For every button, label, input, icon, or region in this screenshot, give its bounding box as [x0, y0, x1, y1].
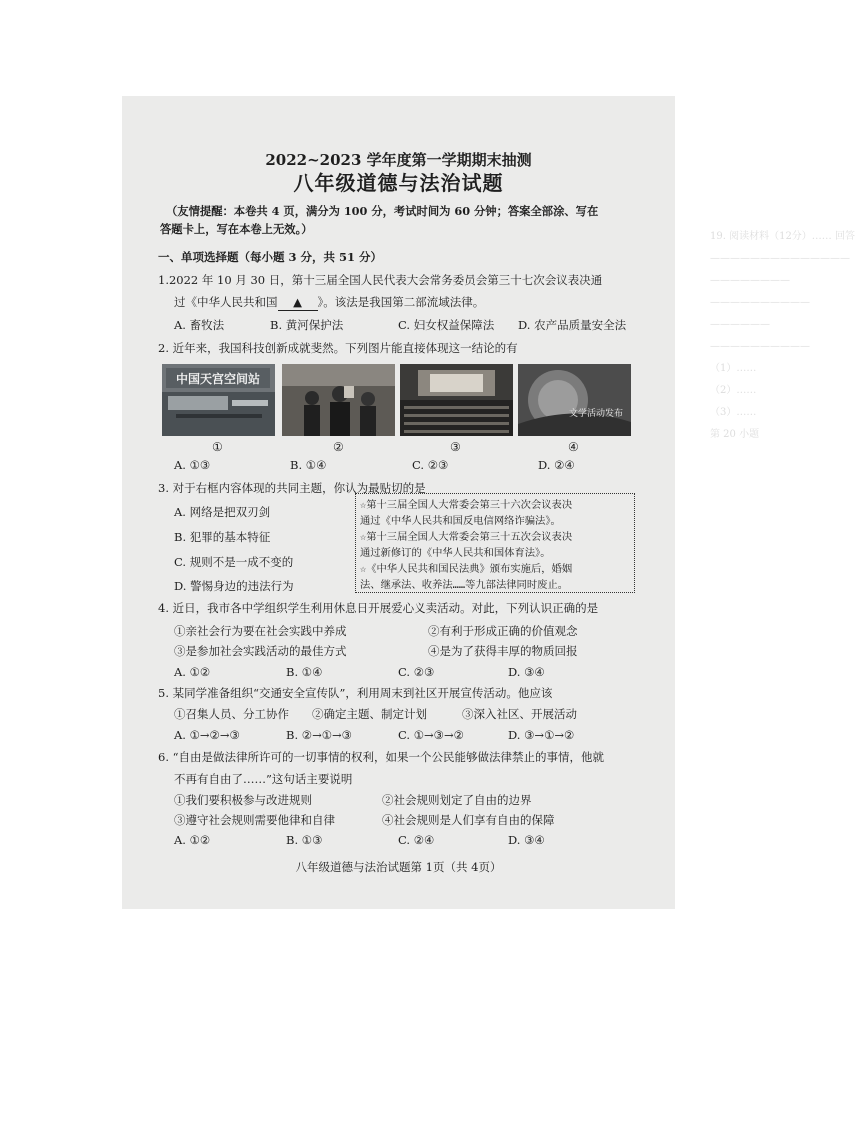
photo-number-2: ② [333, 440, 344, 454]
q3-option-a: A. 网络是把双刃剑 [174, 505, 271, 519]
q5-option-b: B. ②→①→③ [286, 728, 352, 742]
q6-option-d: D. ③④ [508, 833, 545, 847]
q6-option-c: C. ②④ [398, 833, 435, 847]
q1-stem-pre: 过《中华人民共和国 [174, 295, 278, 309]
q4-option-b: B. ①④ [286, 665, 323, 679]
q4-stem: 4. 近日，我市各中学组织学生利用休息日开展爱心义卖活动。对此，下列认识正确的是 [158, 601, 599, 615]
q6-option-a: A. ①② [174, 833, 211, 847]
q2-stem: 2. 近年来，我国科技创新成就斐然。下列图片能直接体现这一结论的有 [158, 341, 518, 355]
q4-option-a: A. ①② [174, 665, 211, 679]
photo-ceremony [282, 364, 395, 436]
notice-line-1: （友情提醒：本卷共 4 页，满分为 100 分，考试时间为 60 分钟；答案全部涂、写在 [166, 204, 599, 218]
box-line-3: ☆第十三届全国人大常委会第三十五次会议表决 [360, 531, 573, 543]
notice-line-2: 答题卡上，写在本卷上无效。） [160, 222, 313, 236]
q3-option-c: C. 规则不是一成不变的 [174, 555, 294, 569]
q5-step-2: ②确定主题、制定计划 [312, 707, 427, 721]
q2-option-a: A. ①③ [174, 458, 211, 472]
exam-title: 2022~2023 学年度第一学期期末抽测 [265, 151, 532, 169]
q2-option-b: B. ①④ [290, 458, 327, 472]
q1-blank: ▲ [278, 294, 318, 311]
photo-release-event [518, 364, 631, 436]
q5-stem: 5. 某同学准备组织“交通安全宣传队”，利用周末到社区开展宣传活动。他应该 [158, 686, 553, 700]
q3-option-b: B. 犯罪的基本特征 [174, 530, 271, 544]
q3-stem: 3. 对于右框内容体现的共同主题，你认为最贴切的是 [158, 481, 426, 495]
q4-option-d: D. ③④ [508, 665, 545, 679]
q6-option-b: B. ①③ [286, 833, 323, 847]
photo-conference-hall [400, 364, 513, 436]
q6-statement-1: ①我们要积极参与改进规则 [174, 793, 312, 807]
q4-statement-1: ①亲社会行为要在社会实践中养成 [174, 624, 347, 638]
q1-option-b: B. 黄河保护法 [270, 318, 344, 332]
q6-statement-3: ③遵守社会规则需要他律和自律 [174, 813, 335, 827]
photo-number-4: ④ [568, 440, 579, 454]
q1-option-d: D. 农产品质量安全法 [518, 318, 627, 332]
box-line-4: 通过新修订的《中华人民共和国体育法》。 [360, 547, 551, 559]
q1-option-a: A. 畜牧法 [174, 318, 225, 332]
q3-option-d: D. 警惕身边的违法行为 [174, 579, 294, 593]
box-line-5: ☆《中华人民共和国民法典》颁布实施后，婚姻 [360, 563, 573, 575]
q6-stem-line1: 6. “自由是做法律所许可的一切事情的权利，如果一个公民能够做法律禁止的事情，他就 [158, 750, 605, 764]
q6-statement-2: ②社会规则划定了自由的边界 [382, 793, 532, 807]
q5-step-3: ③深入社区、开展活动 [462, 707, 577, 721]
box-line-2: 通过《中华人民共和国反电信网络诈骗法》。 [360, 515, 561, 527]
box-line-6: 法、继承法、收养法……等九部法律同时废止。 [360, 579, 569, 591]
photo-space-station [162, 364, 275, 436]
q6-statement-4: ④社会规则是人们享有自由的保障 [382, 813, 555, 827]
section-heading: 一、单项选择题（每小题 3 分，共 51 分） [158, 250, 383, 264]
photo-number-3: ③ [450, 440, 461, 454]
q3-material-box [355, 493, 635, 593]
photo4-caption: 文学活动发布 [568, 409, 624, 419]
q2-option-d: D. ②④ [538, 458, 575, 472]
q2-option-c: C. ②③ [412, 458, 449, 472]
q1-option-c: C. 妇女权益保障法 [398, 318, 495, 332]
photo1-caption: 中国天宫空间站 [175, 372, 261, 386]
subject-title: 八年级道德与法治试题 [293, 171, 504, 195]
bleed-through-text: 19. 阅读材料（12分）…… 回答 —————————————— ———————— —————————— —————— —————————— （1）…… （2）…… （3）…… 第 20 小题 [710, 231, 855, 440]
q5-option-c: C. ①→③→② [398, 728, 464, 742]
q5-option-d: D. ③→①→② [508, 728, 575, 742]
q1-stem-line2 [174, 294, 484, 311]
box-line-1: ☆第十三届全国人大常委会第三十六次会议表决 [360, 499, 573, 511]
q4-statement-3: ③是参加社会实践活动的最佳方式 [174, 644, 347, 658]
q5-option-a: A. ①→②→③ [174, 728, 240, 742]
q5-step-1: ①召集人员、分工协作 [174, 707, 289, 721]
q1-stem-post: 》。该法是我国第二部流域法律。 [317, 295, 485, 309]
q4-statement-4: ④是为了获得丰厚的物质回报 [428, 644, 578, 658]
q4-option-c: C. ②③ [398, 665, 435, 679]
q6-stem-line2: 不再有自由了……”这句话主要说明 [174, 772, 353, 786]
exam-paper [122, 96, 855, 909]
photo-number-1: ① [212, 440, 223, 454]
q4-statement-2: ②有利于形成正确的价值观念 [428, 624, 578, 638]
page-footer: 八年级道德与法治试题第 1页（共 4页） [295, 860, 502, 874]
q1-stem-line1: 1.2022 年 10 月 30 日，第十三届全国人民代表大会常务委员会第三十七次会议表决通 [158, 273, 603, 287]
